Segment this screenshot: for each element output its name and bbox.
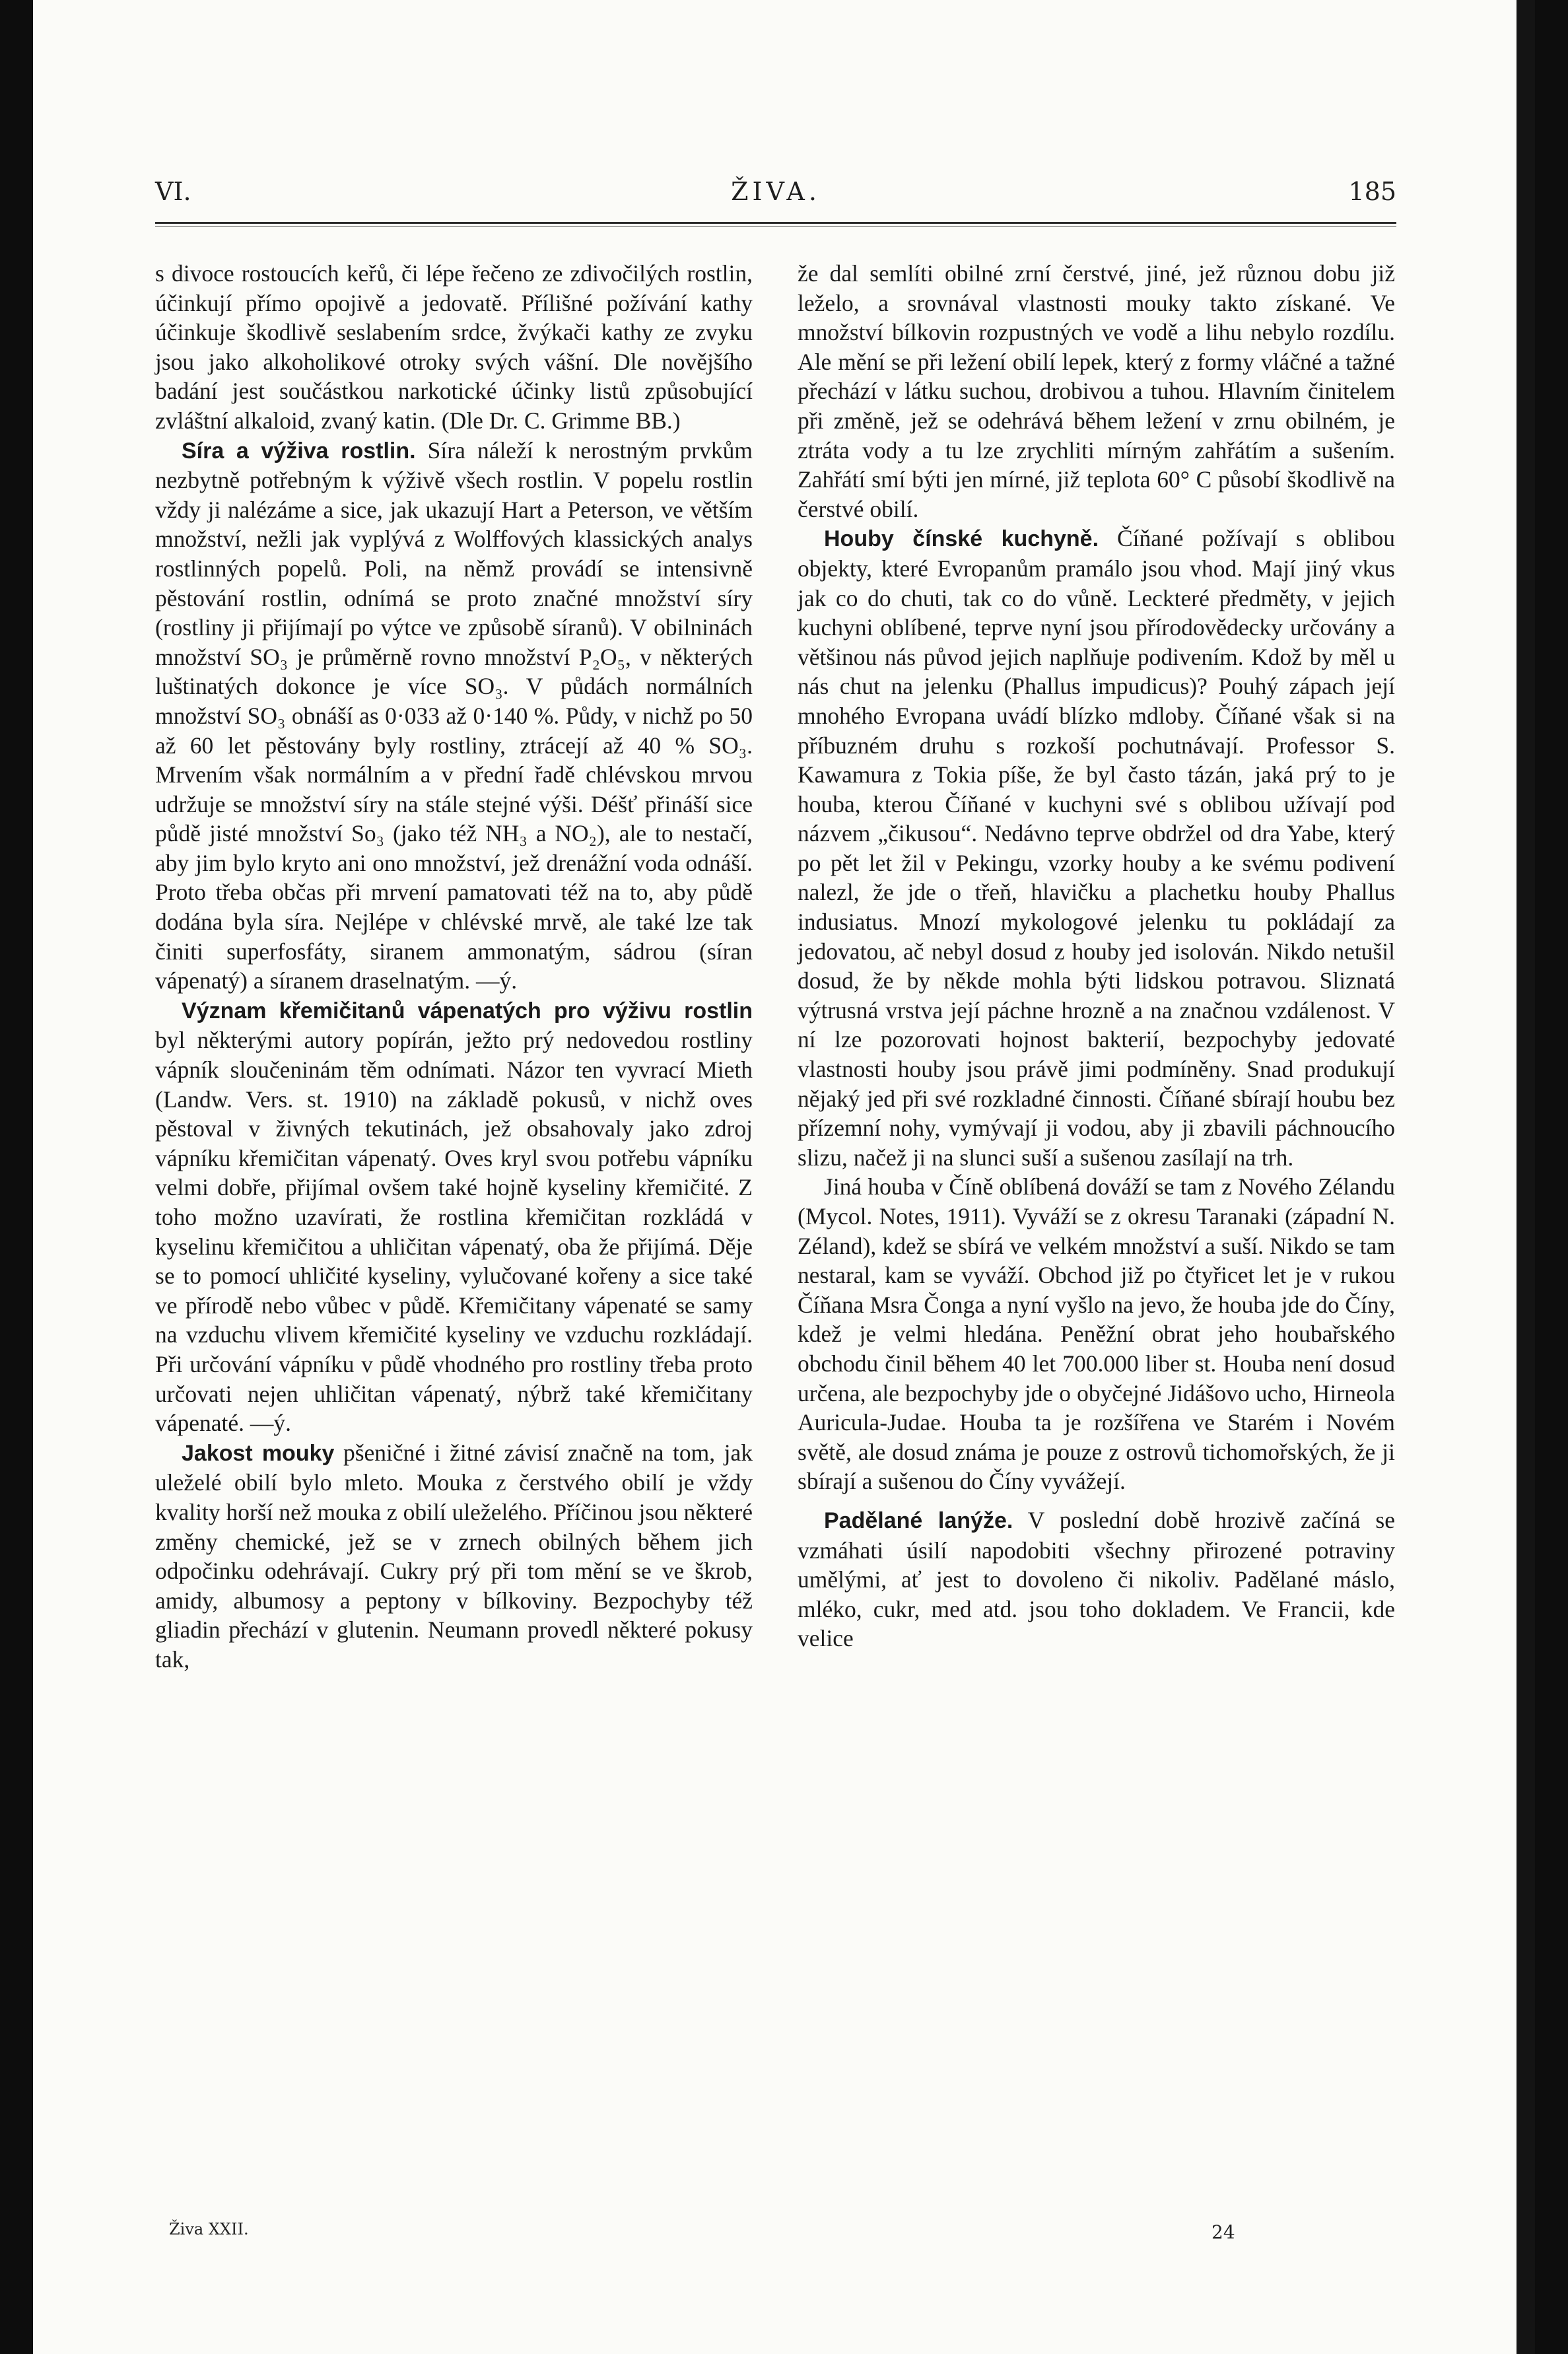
footer-signature: Živa XXII. <box>169 2220 249 2238</box>
footer-sheet-number: 24 <box>1211 2221 1235 2243</box>
section-text: byl některými autory popírán, ježto prý nedovedou rostliny vápník sloučeninám těm odnímati. Názor ten vyvrací Mieth (Landw. Vers. st. 1910) na základě pokusů, v nichž oves pěstoval v živných tekutinách, jež obsahovaly jako zdroj vápníku křemičitan vápenatý. Oves kryl svou potřebu vápníku velmi dobře, přijímal ovšem také hojně kyseliny křemičité. Z toho možno uzavírati, že rostlina křemičitan rozkládá v kyselinu křemičitou a uhličitan vápenatý, oba že přijímá. Děje se to pomocí uhličité kyseliny, vylučované kořeny a sice také ve přírodě nebo vůbec v půdě. Křemičitany vápenaté se samy na vzduchu vlivem křemičité kyseliny ve vzduchu rozkládají. Při určování vápníku v půdě vhodného pro rostliny třeba proto určovati nejen uhličitan vápenatý, nýbrž také křemičitany vápenaté. —ý. <box>155 1027 753 1437</box>
scan-edge <box>1517 0 1535 2354</box>
section-sulfur <box>155 436 753 996</box>
section-heading: Význam křemičitanů vápenatých pro výživu rostlin <box>182 998 753 1023</box>
paragraph-katha: s divoce rostoucích keřů, či lépe řečeno ze zdivočilých rostlin, účinkují přímo opojivě a jedovatě. Přílišné požívání kathy účinkuje škodlivě seslabením srdce, žvýkači kathy ze zvyku jsou jako alkoholikové otroky svých vášní. Dle novějšího badání jest součástkou narkotické účinky listů způsobující zvláštní alkaloid, zvaný katin. (Dle Dr. C. Grimme BB.) <box>155 260 753 434</box>
section-heading: Jakost mouky <box>182 1440 335 1466</box>
section-text: Síra náleží k nerostným prvkům nezbytně potřebným k výživě všech rostlin. V popelu rostlin vždy ji nalézáme a sice, jak ukazují Hart a Peterson, ve větším množství, nežli jak vyplývá z Wolffových klassických analys rostlinných popelů. Poli, na němž provádí se intensivně pěstování rostlin, odnímá se proto značné množství síry (rostliny ji přijímají po výtce ve způsobě síranů). V obilninách množství SO₃ je průměrně rovno množství P₂O₅, v některých luštinatých dokonce je více SO₃. V půdách normálních množství SO₃ obnáší as 0·033 až 0·140 %. Půdy, v nichž po 50 až 60 let pěstovány byly rostliny, ztrácejí až 40 % SO₃. Mrvením však normálním a v přední řadě chlévskou mrvou udržuje se množství síry na stále stejné výši. Déšť přináší sice půdě jisté množství So₃ (jako též NH₃ a NO₂), ale to nestačí, aby jim bylo kryto ani ono množství, jež drenážní voda odnáší. Proto třeba občas při mrvení pamatovati též na to, aby půdě dodána byla síra. Nejlépe v chlévské mrvě, ale také lze tak činiti superfosfáty, siranem ammonatým, sádrou (síran vápenatý) a síranem draselnatým. —ý. <box>155 436 753 994</box>
section-fake-truffles <box>798 1506 1395 1653</box>
section-flour <box>155 1438 753 1675</box>
left-column <box>155 259 753 1675</box>
section-heading: Houby čínské kuchyně. <box>824 526 1099 552</box>
section-heading: Padělané lanýže. <box>824 1507 1013 1533</box>
header-rule-thin <box>155 226 1396 227</box>
journal-title: ŽIVA. <box>731 177 821 206</box>
section-silicates <box>155 996 753 1438</box>
paragraph-new-zealand-fungus: Jiná houba v Číně oblíbená dováží se tam z Nového Zélandu (Mycol. Notes, 1911). Vyváží se z okresu Taranaki (západní N. Zéland), kdež se sbírá ve velkém množství a suší. Nikdo se tam nestaral, kam se vyváží. Obchod již po čtyřicet let je v rukou Číňana Msra Čonga a nyní vyšlo na jevo, že houba jde do Číny, kdež je velmi hledána. Peněžní obrat jeho houbařského obchodu činil během 40 let 700.000 liber st. Houba není dosud určena, ale bezpochyby jde o obyčejné Jidášovo ucho, Hirneola Auricula-Judae. Houba ta je rozšířena ve Starém i Novém světě, ale dosud známa je pouze z ostrovů tichomořských, že ji sbírají a sušenou do Číny vyvážejí. <box>798 1173 1395 1495</box>
header-rule <box>155 222 1396 224</box>
section-text: Číňané požívají s oblibou objekty, které Evropanům pramálo jsou vhod. Mají jiný vkus jak co do chuti, tak co do vůně. Leckteré předměty, v jejich kuchyni oblíbené, teprve nyní jsou přírodovědecky určovány a většinou nás původ jejich naplňuje podivením. Kdož by měl u nás chut na jelenku (Phallus impudicus)? Pouhý zápach její mnohého Evropana uvádí blízko mdloby. Číňané však si na příbuzném druhu s rozkoší pochutnávají. Professor S. Kawamura z Tokia píše, že byl často tázán, jaká prý to je houba, kterou Číňané v kuchyni své s oblibou užívají pod názvem „čikusou“. Nedávno teprve obdržel od dra Yabe, který po pět let žil v Pekingu, vzorky houby a ke svému podivení nalezl, že jde o třeň, hlavičku a plachetku houby Phallus indusiatus. Mnozí mykologové jelenku tu pokládají za jedovatou, ač nebyl dosud z houby jed isolován. Nikdo netušil dosud, že by někde mohla býti lidskou potravou. Sliznatá výtrusná vrstva její páchne hrozně a na značnou vzdálenost. V ní lze pozorovati hojnost bakterií, bezpochyby jedovaté vlastnosti houby jsou právě jimi podmíněny. Snad produkují nějaký jed při své rozkladné činnosti. Číňané sbírají houbu bez přízemní nohy, vymývají ji vodou, aby ji zbavili páchnoucího slizu, načež ji na slunci suší a sušenou zasílají na trh. <box>798 525 1396 1171</box>
volume-number: VI. <box>155 177 191 206</box>
section-heading: Síra a výživa rostlin. <box>182 438 416 464</box>
right-column <box>798 259 1395 1653</box>
section-chinese-mushrooms <box>798 524 1395 1172</box>
paragraph-flour-continued: že dal semlíti obilné zrní čerstvé, jiné, jež různou dobu již leželo, a srovnával vlastnosti mouky takto získané. Ve množství bílkovin rozpustných ve vodě a lihu nebylo rozdílu. Ale mění se při ležení obilí lepek, který z formy vláčné a tažné přechází v látku suchou, drobivou a tuhou. Hlavním činitelem při změně, jež se odehrává během ležení v zrnu obilném, je ztráta vody a tu lze zrychliti mírným zahřátím a sušením. Zahřátí smí býti jen mírné, již teplota 60° C působí škodlivě na čerstvé obilí. <box>798 260 1395 522</box>
page-number: 185 <box>1348 177 1396 206</box>
running-header <box>155 177 1396 218</box>
page <box>33 0 1535 2354</box>
section-text: V poslední době hrozivě začíná se vzmáhati úsilí napodobiti všechny přirozené potraviny umělými, ať jest to dovoleno či nikoliv. Padělané máslo, mléko, cukr, med atd. jsou toho dokladem. Ve Francii, kde velice <box>798 1506 1395 1652</box>
section-text: pšeničné i žitné závisí značně na tom, jak uleželé obilí bylo mleto. Mouka z čerstvého obilí je vždy kvality horší než mouka z obilí uleželého. Příčinou jsou některé změny chemické, jež se v zrnech obilných během jich odpočinku odehrávají. Cukry prý při tom mění se ve škrob, amidy, albumosy a peptony v bílkoviny. Bezpochyby též gliadin přechází v glutenin. Neumann provedl některé pokusy tak, <box>155 1439 753 1673</box>
